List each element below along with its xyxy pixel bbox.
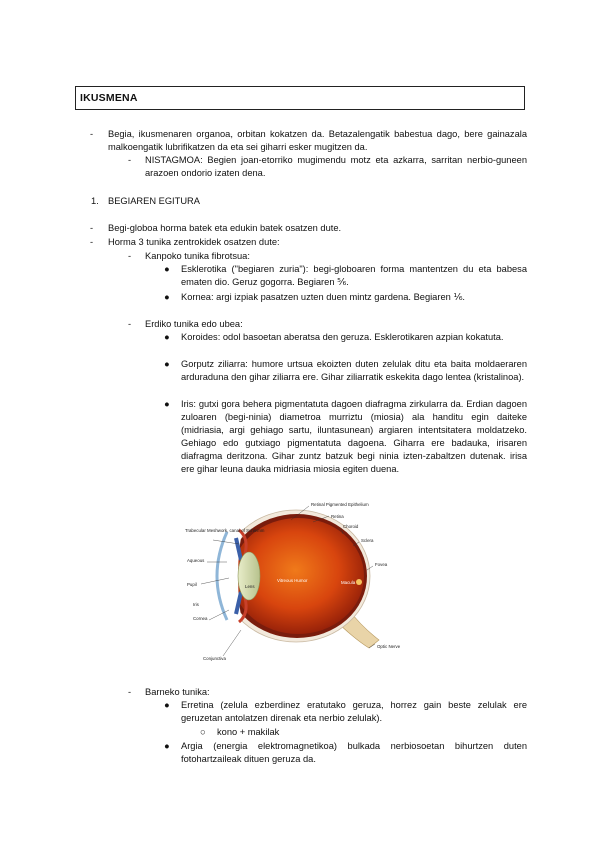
label-cornea: Cornea: [193, 616, 208, 621]
item-text: Horma 3 tunika zentrokidek osatzen dute:: [108, 237, 280, 247]
page-title: IKUSMENA: [80, 92, 138, 104]
label-macula: Macula: [341, 580, 356, 585]
intro-text: Begia, ikusmenaren organoa, orbitan kokatzen da. Betazalengatik babestua dago, bere gainazala malkoengatik lubrifikatzen da eta sei giharri esker mugitzen da.: [108, 129, 527, 152]
label-aqueous: Aqueous: [187, 558, 205, 563]
eye-anatomy-diagram: [183, 498, 415, 662]
argia-text: Argia (energia elektromagnetikoa) bulkada nerbiosoetan bihurtzen duten fotohartzaileak dituen geruza da.: [181, 741, 527, 764]
label-pupil: Pupil: [187, 582, 197, 587]
label-fovea: Fovea: [375, 562, 388, 567]
iris-text: Iris: gutxi gora behera pigmentatuta dagoen diafragma zirkularra da. Erdian dagoen zuloaren (begi-ninia) diametroa murriztu (miosia) ala handitu egin daiteke (midriasia, argi gehiago sartu, iluntasunean) argiaren intentsitatera moldatzeko. Gehiago edo gutxiago pigmentatuta dagoena. Giharra ere badauka, irisaren diafragma deritzona. Gihar zuntz batzuk begi ninia izten-zabaltzen dutenak. irisa ere gihar leuna dauka midriasia miosia egiten duena.: [181, 399, 527, 474]
dash-marker: -: [90, 129, 94, 139]
barneko-label: Barneko tunika:: [145, 687, 210, 697]
section-number: 1.: [91, 196, 99, 206]
label-retina: Retina: [331, 514, 344, 519]
erdiko-label: Erdiko tunika edo ubea:: [145, 319, 243, 329]
dash-marker: -: [90, 237, 94, 247]
kanpoko-label: Kanpoko tunika fibrotsua:: [145, 251, 250, 261]
dash-marker: -: [128, 687, 132, 697]
lens-shape: [238, 552, 260, 600]
circle-marker: ○: [200, 727, 206, 737]
bullet-marker: ●: [164, 264, 170, 274]
macula-shape: [356, 579, 362, 585]
label-optic: Optic Nerve: [377, 644, 401, 649]
bullet-marker: ●: [164, 332, 170, 342]
bullet-marker: ●: [164, 399, 170, 409]
label-lens: Lens: [245, 584, 255, 589]
esklerotika-text: Esklerotika ("begiaren zuria"): begi-globoaren forma mantentzen du eta babesa ematen dio. Geruz gogorra. Begiaren ⅚.: [181, 264, 527, 287]
bullet-marker: ●: [164, 292, 170, 302]
koroides-text: Koroides: odol basoetan aberatsa den geruza. Esklerotikaren azpian kokatuta.: [181, 332, 504, 342]
label-ciliary: Trabecular Meshwork, canal of Schlemm: [185, 528, 265, 533]
dash-marker: -: [128, 319, 132, 329]
label-conjunctiva: Conjunctiva: [203, 656, 226, 661]
dash-marker: -: [128, 155, 132, 165]
label-vitreous: Vitreous Humor: [277, 578, 308, 583]
gorputz-ziliarra-text: Gorputz ziliarra: humore urtsua ekoizten duten zelulak ditu eta baita moldaeraren arduraduna den gihar ziliarra ere. Gihar ziliarratik eskekita dago lentea (kristalinoa).: [181, 359, 527, 382]
kornea-text: Kornea: argi izpiak pasatzen uzten duen mintz gardena. Begiaren ⅙.: [181, 292, 465, 302]
bullet-marker: ●: [164, 741, 170, 751]
section-title: BEGIAREN EGITURA: [108, 196, 200, 206]
label-rpe: Retinal Pigmented Epithelium: [311, 502, 369, 507]
erretina-text: Erretina (zelula ezberdinez eratutako geruza, horrez gain beste zelulak ere geruzetan antolatzen direnak eta nerbio zelulak).: [181, 700, 527, 723]
bullet-marker: ●: [164, 359, 170, 369]
label-choroid: Choroid: [343, 524, 359, 529]
title-box: [75, 86, 525, 110]
item-text: Begi-globoa horma batek eta edukin batek osatzen dute.: [108, 223, 342, 233]
label-iris: Iris: [193, 602, 199, 607]
dash-marker: -: [90, 223, 94, 233]
dash-marker: -: [128, 251, 132, 261]
label-sclera: Sclera: [361, 538, 374, 543]
nistagmoa-text: NISTAGMOA: Begien joan-etorriko mugimendu motz eta azkarra, sarritan nerbio-guneen arazoen ondorio izaten dena.: [145, 155, 527, 178]
kono-makilak-text: kono + makilak: [217, 727, 280, 737]
bullet-marker: ●: [164, 700, 170, 710]
